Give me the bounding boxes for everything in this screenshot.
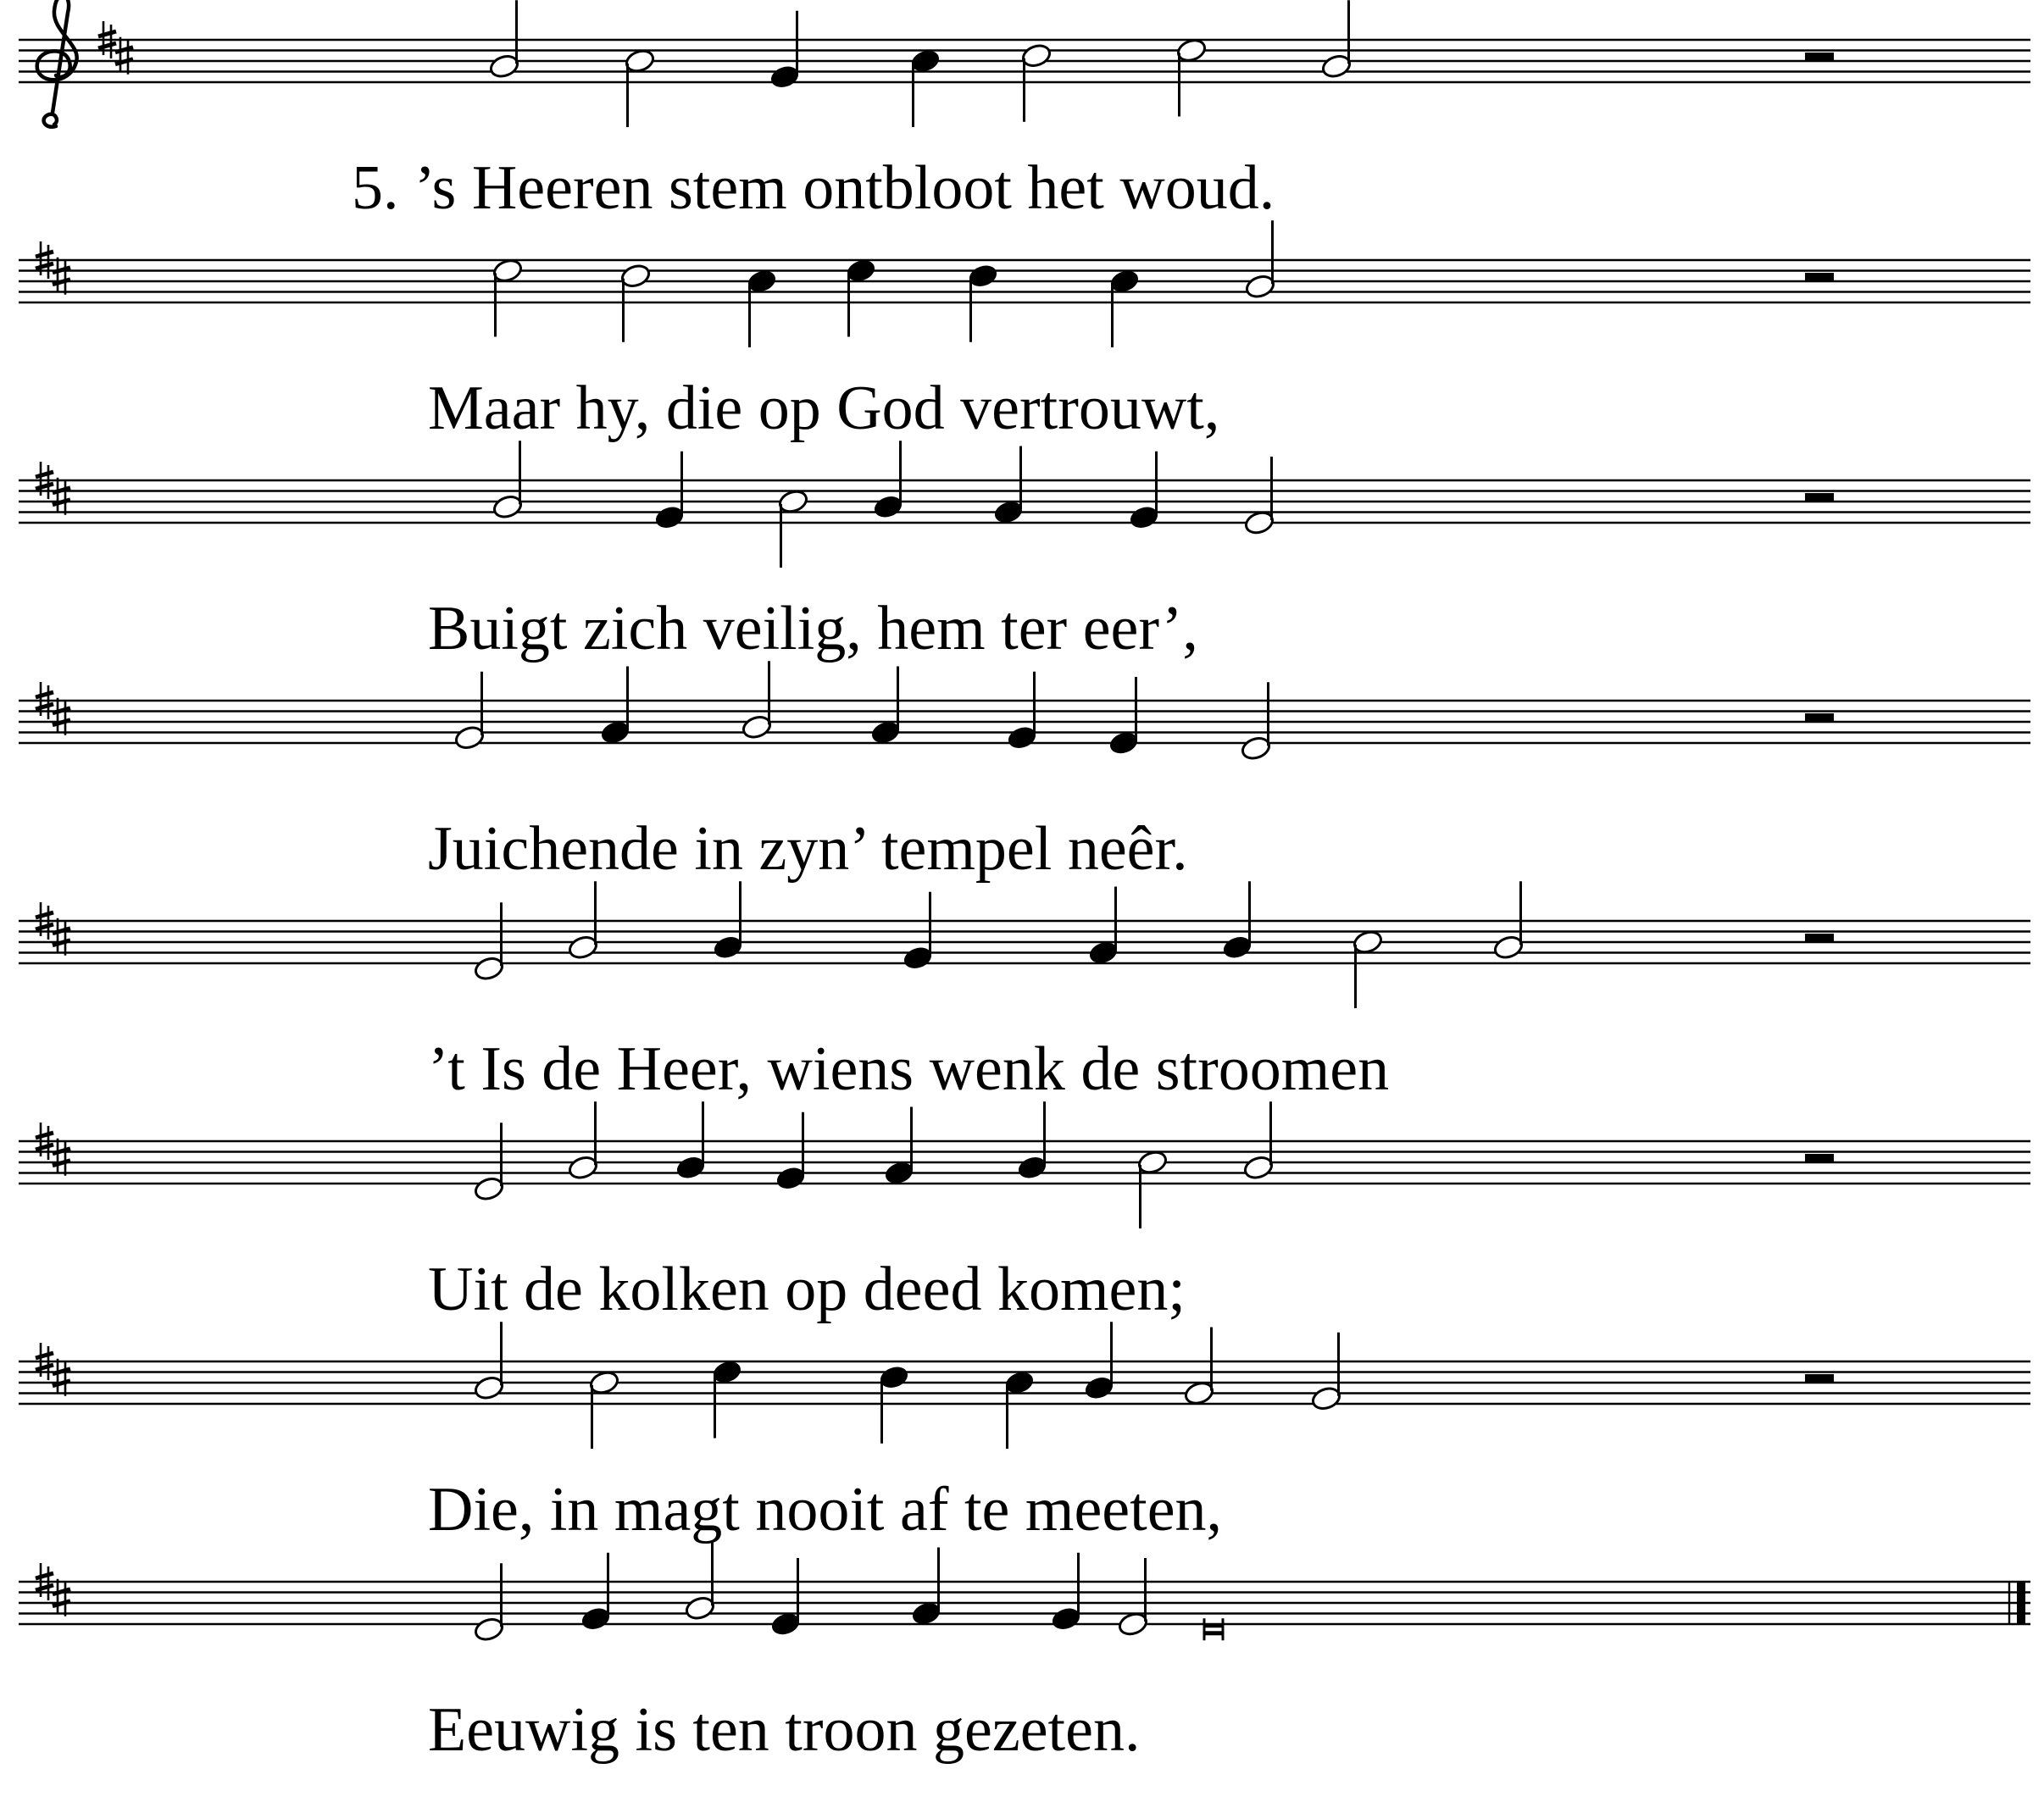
sharp-icon [53, 918, 70, 956]
sharp-bar [53, 1601, 70, 1606]
sharp-bar [53, 280, 70, 285]
sharp-bar [53, 1589, 70, 1594]
sharp-bar [36, 912, 53, 918]
lyric-line: Die, in magt nooit af te meeten, [428, 1475, 1223, 1544]
sharp-bar [98, 31, 116, 36]
lyric-line: ’t Is de Heer, wiens wenk de stroomen [428, 1034, 1390, 1104]
sharp-bar [53, 1161, 70, 1166]
note [711, 1359, 743, 1439]
staff-system [19, 1101, 2030, 1228]
staff-system [19, 1542, 2030, 1643]
sharp-bar [53, 1381, 70, 1386]
half-rest-icon [1805, 1374, 1834, 1383]
sharp-icon [53, 1359, 70, 1396]
sharp-bar [53, 720, 70, 725]
sharp-icon [53, 1579, 70, 1616]
note [588, 1369, 620, 1449]
sharp-icon [115, 37, 133, 75]
lyric-line: Uit de kolken op deed komen; [428, 1255, 1186, 1324]
sharp-bar [36, 263, 53, 269]
note [1243, 457, 1275, 536]
sharp-bar [53, 940, 70, 945]
sharp-bar [53, 268, 70, 273]
treble-clef-path [37, 0, 77, 127]
sharp-bar [36, 1353, 53, 1358]
sharp-bar [36, 924, 53, 929]
sharp-bar [36, 1145, 53, 1150]
note [1204, 1618, 1223, 1640]
staff-system [19, 881, 2030, 1008]
note [1087, 887, 1119, 967]
note [869, 667, 902, 746]
sharp-bar [36, 692, 53, 697]
staff-system [19, 661, 2030, 762]
note [1108, 268, 1141, 347]
note [1175, 37, 1208, 117]
lyric-line: 5. ’s Heeren stem ontbloot het woud. [352, 153, 1275, 223]
note [769, 1558, 802, 1638]
sharp-bar [53, 929, 70, 934]
sharp-bar [36, 1585, 53, 1590]
sharp-bar [36, 472, 53, 477]
breve-band [1204, 1623, 1223, 1627]
sharp-bar [53, 500, 70, 505]
sharp-bar [53, 488, 70, 493]
note [1183, 1328, 1215, 1407]
sharp-bar [36, 484, 53, 489]
sharp-bar [115, 59, 133, 64]
sharp-bar [53, 1369, 70, 1374]
note [492, 258, 524, 337]
sharp-icon [53, 698, 70, 735]
half-rest-icon [1805, 1154, 1834, 1162]
note [1003, 1369, 1036, 1449]
sharp-bar [98, 43, 116, 48]
sharp-bar [36, 704, 53, 709]
staff-system [19, 441, 2030, 568]
note [909, 47, 941, 127]
note [1352, 929, 1384, 1008]
half-rest-icon [1805, 934, 1834, 942]
sharp-bar [115, 47, 133, 53]
sharp-bar [36, 1133, 53, 1138]
note [992, 446, 1025, 526]
note [599, 667, 631, 746]
breve-band [1204, 1631, 1223, 1635]
note [1108, 677, 1140, 757]
lyric-line: Juichende in zyn’ tempel neêr. [428, 814, 1188, 884]
half-rest-icon [1805, 713, 1834, 722]
barline-thick [2017, 1582, 2025, 1624]
note [845, 258, 877, 337]
sharp-bar [53, 708, 70, 713]
note [777, 488, 809, 568]
sharp-icon [53, 258, 70, 295]
note [1136, 1149, 1169, 1228]
note [746, 268, 778, 347]
treble-clef-icon [37, 0, 77, 127]
staff-system [19, 1322, 2030, 1449]
sharp-bar [36, 252, 53, 257]
sharp-icon [53, 1139, 70, 1176]
note [883, 1107, 915, 1187]
half-rest-icon [1805, 273, 1834, 281]
half-rest-icon [1805, 53, 1834, 61]
sharp-bar [53, 1149, 70, 1154]
note [910, 1548, 942, 1627]
lyric-line: Eeuwig is ten troon gezeten. [428, 1695, 1141, 1765]
sharp-bar [36, 1365, 53, 1370]
note [624, 47, 656, 127]
half-rest-icon [1805, 493, 1834, 502]
lyric-line: Maar hy, die op God vertrouwt, [428, 374, 1220, 443]
note [1117, 1558, 1149, 1638]
staff-system [19, 220, 2030, 347]
sharp-bar [36, 1573, 53, 1578]
staff-system [19, 0, 2030, 127]
sharp-icon [53, 478, 70, 515]
lyric-line: Buigt zich veilig, hem ter eer’, [428, 594, 1198, 663]
